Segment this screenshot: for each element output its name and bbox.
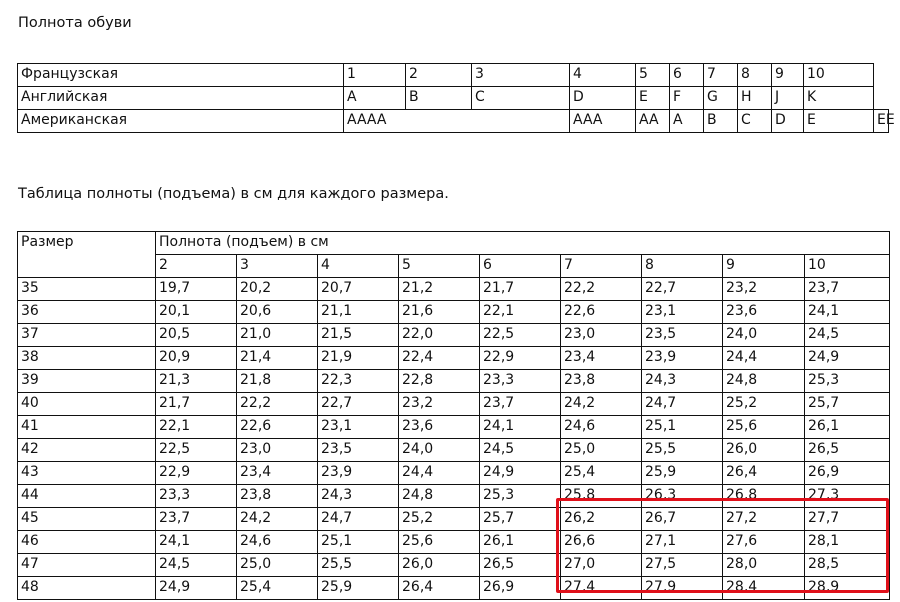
value-cell: 25,7: [480, 508, 561, 531]
value-cell: 28,5: [805, 554, 890, 577]
value-cell: 25,1: [642, 416, 723, 439]
cell: AA: [636, 110, 670, 133]
table-row: [18, 577, 890, 600]
cell: 2: [406, 64, 472, 87]
value-cell: 21,1: [318, 301, 399, 324]
value-cell: 26,4: [723, 462, 805, 485]
cell: 3: [472, 64, 570, 87]
value-cell: 27,3: [805, 485, 890, 508]
width-conversion-table: [17, 63, 895, 133]
value-cell: 27,1: [642, 531, 723, 554]
table-row: [18, 554, 890, 577]
cell: AAAA: [344, 110, 570, 133]
value-cell: 26,5: [805, 439, 890, 462]
cell: AAA: [570, 110, 636, 133]
cell: A: [344, 87, 406, 110]
value-cell: 23,6: [723, 301, 805, 324]
size-cell: 44: [18, 485, 156, 508]
value-cell: 25,9: [642, 462, 723, 485]
value-cell: 21,5: [318, 324, 399, 347]
cell: J: [772, 87, 804, 110]
width-column-header: 5: [399, 255, 480, 278]
value-cell: 20,9: [156, 347, 237, 370]
value-cell: 23,9: [318, 462, 399, 485]
value-cell: 22,8: [399, 370, 480, 393]
value-cell: 27,0: [561, 554, 642, 577]
value-cell: 28,1: [805, 531, 890, 554]
value-cell: 25,9: [318, 577, 399, 600]
size-width-table: [17, 231, 890, 600]
value-cell: 25,8: [561, 485, 642, 508]
value-cell: 27,5: [642, 554, 723, 577]
value-cell: 26,7: [642, 508, 723, 531]
value-cell: 23,7: [480, 393, 561, 416]
value-cell: 24,2: [237, 508, 318, 531]
cell: 4: [570, 64, 636, 87]
value-cell: 24,9: [156, 577, 237, 600]
value-cell: 25,3: [480, 485, 561, 508]
value-cell: 25,6: [399, 531, 480, 554]
value-cell: 24,8: [723, 370, 805, 393]
width-column-header: 4: [318, 255, 399, 278]
size-cell: 41: [18, 416, 156, 439]
value-cell: 26,1: [480, 531, 561, 554]
size-cell: 40: [18, 393, 156, 416]
size-cell: 42: [18, 439, 156, 462]
value-cell: 24,1: [805, 301, 890, 324]
value-cell: 21,3: [156, 370, 237, 393]
value-cell: 20,5: [156, 324, 237, 347]
value-cell: 23,5: [642, 324, 723, 347]
value-cell: 24,9: [480, 462, 561, 485]
value-cell: 20,7: [318, 278, 399, 301]
width-column-header: 7: [561, 255, 642, 278]
value-cell: 21,4: [237, 347, 318, 370]
value-cell: 28,0: [723, 554, 805, 577]
value-cell: 22,2: [237, 393, 318, 416]
value-cell: 24,1: [480, 416, 561, 439]
size-cell: 35: [18, 278, 156, 301]
size-cell: 46: [18, 531, 156, 554]
value-cell: 23,3: [156, 485, 237, 508]
value-cell: 23,4: [237, 462, 318, 485]
value-cell: 28,9: [805, 577, 890, 600]
value-cell: 26,2: [561, 508, 642, 531]
value-cell: 23,1: [318, 416, 399, 439]
value-cell: 23,9: [642, 347, 723, 370]
row-label: Английская: [18, 87, 344, 110]
value-cell: 22,1: [480, 301, 561, 324]
value-cell: 27,9: [642, 577, 723, 600]
value-cell: 23,8: [561, 370, 642, 393]
value-cell: 22,1: [156, 416, 237, 439]
value-cell: 24,0: [399, 439, 480, 462]
value-cell: 23,0: [561, 324, 642, 347]
table-row: [18, 278, 890, 301]
value-cell: 24,4: [399, 462, 480, 485]
value-cell: 23,8: [237, 485, 318, 508]
value-cell: 23,2: [723, 278, 805, 301]
value-cell: 22,0: [399, 324, 480, 347]
table-row: [18, 301, 890, 324]
width-group-header: Полнота (подъем) в см: [156, 232, 890, 255]
value-cell: 22,6: [237, 416, 318, 439]
value-cell: 24,5: [480, 439, 561, 462]
cell: F: [670, 87, 704, 110]
cell: K: [804, 87, 874, 110]
cell: D: [772, 110, 804, 133]
value-cell: 23,5: [318, 439, 399, 462]
table-row: [18, 393, 890, 416]
width-column-header: 9: [723, 255, 805, 278]
width-row-english: [18, 87, 889, 110]
size-cell: 45: [18, 508, 156, 531]
value-cell: 26,9: [480, 577, 561, 600]
size-cell: 43: [18, 462, 156, 485]
cell: EE: [874, 110, 889, 133]
table-row: [18, 531, 890, 554]
value-cell: 25,1: [318, 531, 399, 554]
value-cell: 22,5: [156, 439, 237, 462]
value-cell: 23,2: [399, 393, 480, 416]
value-cell: 21,7: [156, 393, 237, 416]
table-row: [18, 370, 890, 393]
value-cell: 20,1: [156, 301, 237, 324]
value-cell: 25,0: [561, 439, 642, 462]
value-cell: 22,2: [561, 278, 642, 301]
value-cell: 22,7: [318, 393, 399, 416]
cell: 1: [344, 64, 406, 87]
value-cell: 23,3: [480, 370, 561, 393]
value-cell: 22,4: [399, 347, 480, 370]
value-cell: 24,1: [156, 531, 237, 554]
value-cell: 25,0: [237, 554, 318, 577]
cell: 5: [636, 64, 670, 87]
width-column-header: 6: [480, 255, 561, 278]
size-cell: 36: [18, 301, 156, 324]
value-cell: 27,7: [805, 508, 890, 531]
value-cell: 26,1: [805, 416, 890, 439]
size-cell: 48: [18, 577, 156, 600]
table-row: [18, 462, 890, 485]
page-title: Полнота обуви: [18, 15, 132, 31]
cell: 10: [804, 64, 874, 87]
value-cell: 25,4: [561, 462, 642, 485]
table-row: [18, 508, 890, 531]
value-cell: 26,6: [561, 531, 642, 554]
value-cell: 24,6: [237, 531, 318, 554]
value-cell: 27,2: [723, 508, 805, 531]
value-cell: 23,7: [805, 278, 890, 301]
cell: B: [406, 87, 472, 110]
cell: 8: [738, 64, 772, 87]
value-cell: 23,7: [156, 508, 237, 531]
cell: E: [636, 87, 670, 110]
width-row-american: [18, 110, 889, 133]
value-cell: 19,7: [156, 278, 237, 301]
value-cell: 26,0: [399, 554, 480, 577]
table-row: [18, 416, 890, 439]
table-row: [18, 485, 890, 508]
section-title: Таблица полноты (подъема) в см для каждого размера.: [18, 186, 449, 202]
cell: 9: [772, 64, 804, 87]
value-cell: 22,3: [318, 370, 399, 393]
value-cell: 23,1: [642, 301, 723, 324]
value-cell: 21,7: [480, 278, 561, 301]
value-cell: 22,7: [642, 278, 723, 301]
table-row: [18, 347, 890, 370]
value-cell: 21,9: [318, 347, 399, 370]
row-label: Французская: [18, 64, 344, 87]
width-row-french: [18, 64, 889, 87]
value-cell: 24,3: [642, 370, 723, 393]
size-cell: 37: [18, 324, 156, 347]
width-column-header: 8: [642, 255, 723, 278]
width-column-header: 10: [805, 255, 890, 278]
value-cell: 26,9: [805, 462, 890, 485]
value-cell: 25,3: [805, 370, 890, 393]
value-cell: 24,7: [318, 508, 399, 531]
value-cell: 25,5: [642, 439, 723, 462]
cell: E: [804, 110, 874, 133]
value-cell: 25,2: [723, 393, 805, 416]
value-cell: 24,3: [318, 485, 399, 508]
value-cell: 24,8: [399, 485, 480, 508]
value-cell: 24,2: [561, 393, 642, 416]
value-cell: 25,2: [399, 508, 480, 531]
value-cell: 26,8: [723, 485, 805, 508]
value-cell: 26,5: [480, 554, 561, 577]
value-cell: 20,6: [237, 301, 318, 324]
value-cell: 26,4: [399, 577, 480, 600]
value-cell: 22,5: [480, 324, 561, 347]
header-row: [18, 232, 890, 255]
value-cell: 24,5: [805, 324, 890, 347]
value-cell: 27,4: [561, 577, 642, 600]
size-cell: 39: [18, 370, 156, 393]
value-cell: 25,4: [237, 577, 318, 600]
size-cell: 47: [18, 554, 156, 577]
value-cell: 27,6: [723, 531, 805, 554]
value-cell: 24,7: [642, 393, 723, 416]
cell: 6: [670, 64, 704, 87]
cell: H: [738, 87, 772, 110]
value-cell: 22,6: [561, 301, 642, 324]
value-cell: 25,6: [723, 416, 805, 439]
cell: B: [704, 110, 738, 133]
value-cell: 23,4: [561, 347, 642, 370]
value-cell: 25,7: [805, 393, 890, 416]
cell: A: [670, 110, 704, 133]
value-cell: 21,0: [237, 324, 318, 347]
cell: 7: [704, 64, 738, 87]
value-cell: 24,6: [561, 416, 642, 439]
value-cell: 28,4: [723, 577, 805, 600]
value-cell: 20,2: [237, 278, 318, 301]
value-cell: 21,8: [237, 370, 318, 393]
value-cell: 26,0: [723, 439, 805, 462]
value-cell: 24,9: [805, 347, 890, 370]
value-cell: 24,0: [723, 324, 805, 347]
value-cell: 22,9: [156, 462, 237, 485]
table-row: [18, 324, 890, 347]
row-label: Американская: [18, 110, 344, 133]
value-cell: 21,6: [399, 301, 480, 324]
width-column-header: 2: [156, 255, 237, 278]
size-cell: 38: [18, 347, 156, 370]
value-cell: 22,9: [480, 347, 561, 370]
cell: D: [570, 87, 636, 110]
value-cell: 21,2: [399, 278, 480, 301]
width-column-header: 3: [237, 255, 318, 278]
table-row: [18, 439, 890, 462]
cell: C: [472, 87, 570, 110]
value-cell: 24,5: [156, 554, 237, 577]
value-cell: 25,5: [318, 554, 399, 577]
cell: G: [704, 87, 738, 110]
value-cell: 23,0: [237, 439, 318, 462]
value-cell: 24,4: [723, 347, 805, 370]
value-cell: 23,6: [399, 416, 480, 439]
value-cell: 26,3: [642, 485, 723, 508]
cell: C: [738, 110, 772, 133]
size-column-header: Размер: [18, 232, 156, 278]
